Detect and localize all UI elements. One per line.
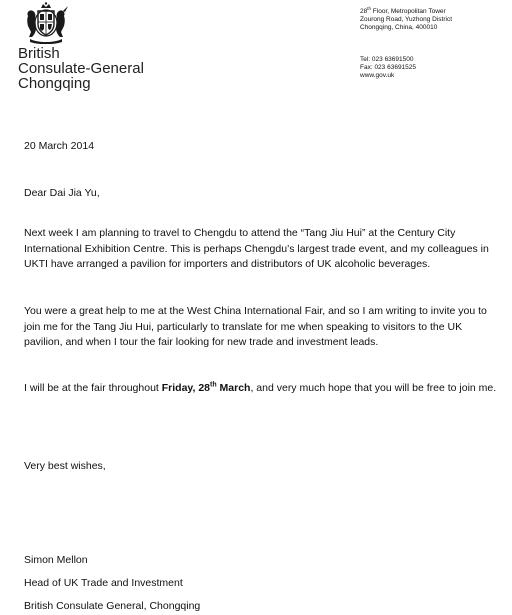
address-line1: 28th Floor, Metropolitan Tower	[360, 5, 446, 15]
address-line2: Zourong Road, Yuzhong District	[360, 16, 453, 24]
address-block	[360, 5, 453, 33]
organisation-name	[18, 46, 144, 91]
letter-greeting: Dear Dai Jia Yu,	[24, 187, 100, 199]
address-line3: Chongqing, China, 400010	[360, 24, 438, 32]
org-name-line1: British	[18, 45, 60, 62]
letter-paragraph-1: Next week I am planning to travel to Chengdu to attend the “Tang Jiu Hui” at the Century City International Exhibition Centre. This is perhaps Chengdu’s largest trade event, and my colleagues in UKTI have arranged a pavilion for importers and distributors of UK alcoholic beverages.	[24, 227, 489, 270]
telephone: Tel: 023 63691500	[360, 56, 414, 63]
signature-name: Simon Mellon	[24, 554, 88, 566]
website-link[interactable]: www.gov.uk	[360, 72, 395, 80]
letter-paragraph-3: I will be at the fair throughout Friday, 28th March, and very much hope that you will be free to join me.	[24, 381, 497, 394]
letter-closing: Very best wishes,	[24, 460, 106, 472]
letter-paragraph-2: You were a great help to me at the West China International Fair, and so I am writing to invite you to join me for the Tang Jiu Hui, particularly to translate for me when speaking to visitors to the UK pavilion, and when I tour the fair looking for new trade and investment leads.	[24, 305, 487, 348]
royal-coat-of-arms-icon	[22, 2, 70, 44]
org-name-line2: Consulate-General	[18, 60, 144, 77]
letter-date: 20 March 2014	[24, 140, 95, 152]
highlighted-date: Friday, 28th March	[161, 381, 251, 394]
contact-block	[360, 56, 416, 81]
signature-organisation: British Consulate General, Chongqing	[24, 600, 201, 612]
org-name-line3: Chongqing	[18, 75, 91, 92]
signature-title: Head of UK Trade and Investment	[24, 577, 183, 589]
fax: Fax: 023 63691525	[360, 64, 417, 72]
